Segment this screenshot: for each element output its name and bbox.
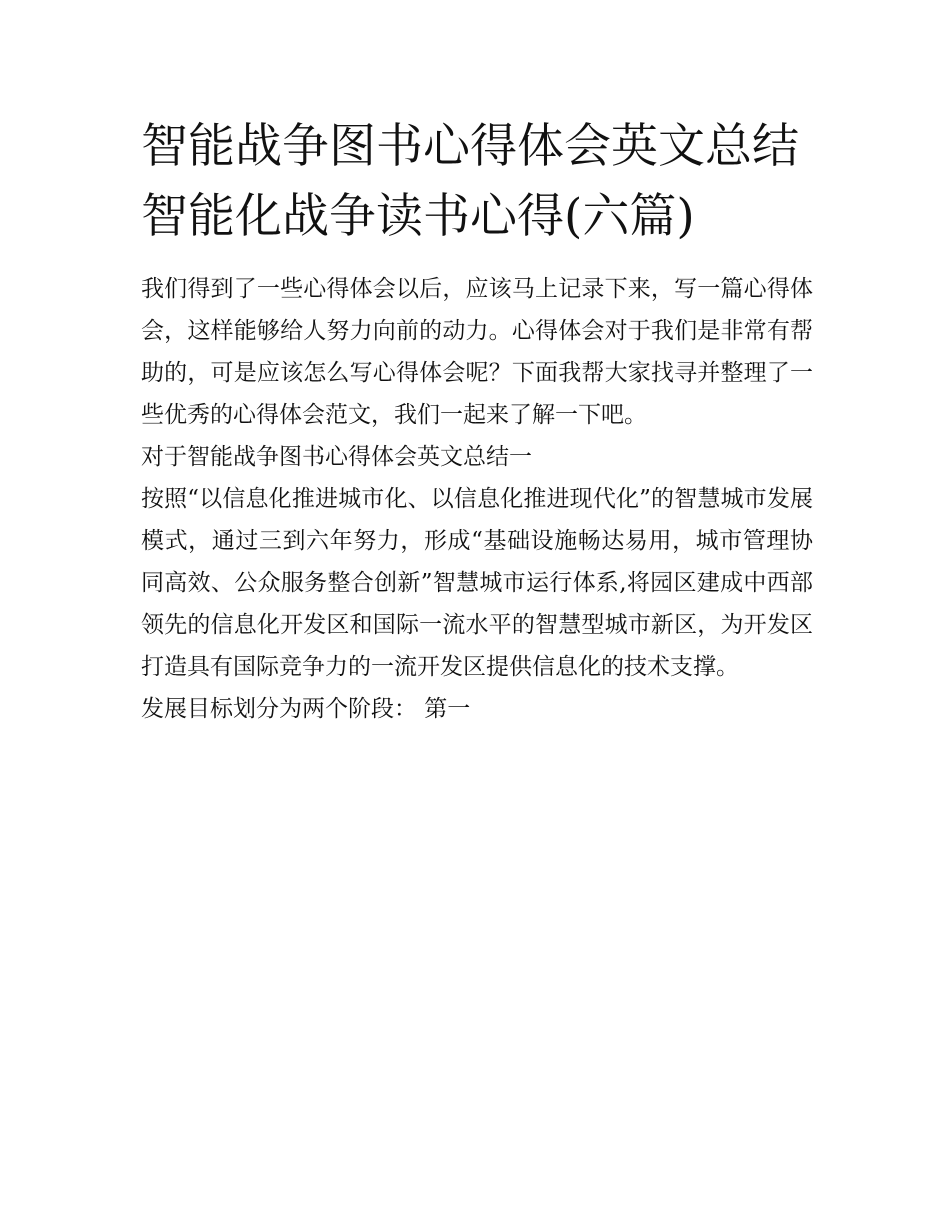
document-title: 智能战争图书心得体会英文总结 智能化战争读书心得(六篇) [141, 119, 799, 244]
intro-paragraph: 我们得到了一些心得体会以后，应该马上记录下来，写一篇心得体会，这样能够给人努力向前的动力。心得体会对于我们是非常有帮助的，可是应该怎么写心得体会呢？下面我帮大家找寻并整理了一些优秀的心得体会范文，我们一起来了解一下吧。 [141, 276, 813, 428]
document-content [141, 112, 813, 730]
stage-line: 发展目标划分为两个阶段： 第一 [141, 696, 471, 722]
section-heading: 对于智能战争图书心得体会英文总结一 [141, 444, 532, 470]
body-paragraph: 按照“以信息化推进城市化、以信息化推进现代化”的智慧城市发展模式，通过三到六年努力，形成“基础设施畅达易用，城市管理协同高效、公众服务整合创新”智慧城市运行体系,将园区建成中西部领先的信息化开发区和国际一流水平的智慧型城市新区，为开发区打造具有国际竞争力的一流开发区提供信息化的技术支撑。 [141, 486, 813, 680]
